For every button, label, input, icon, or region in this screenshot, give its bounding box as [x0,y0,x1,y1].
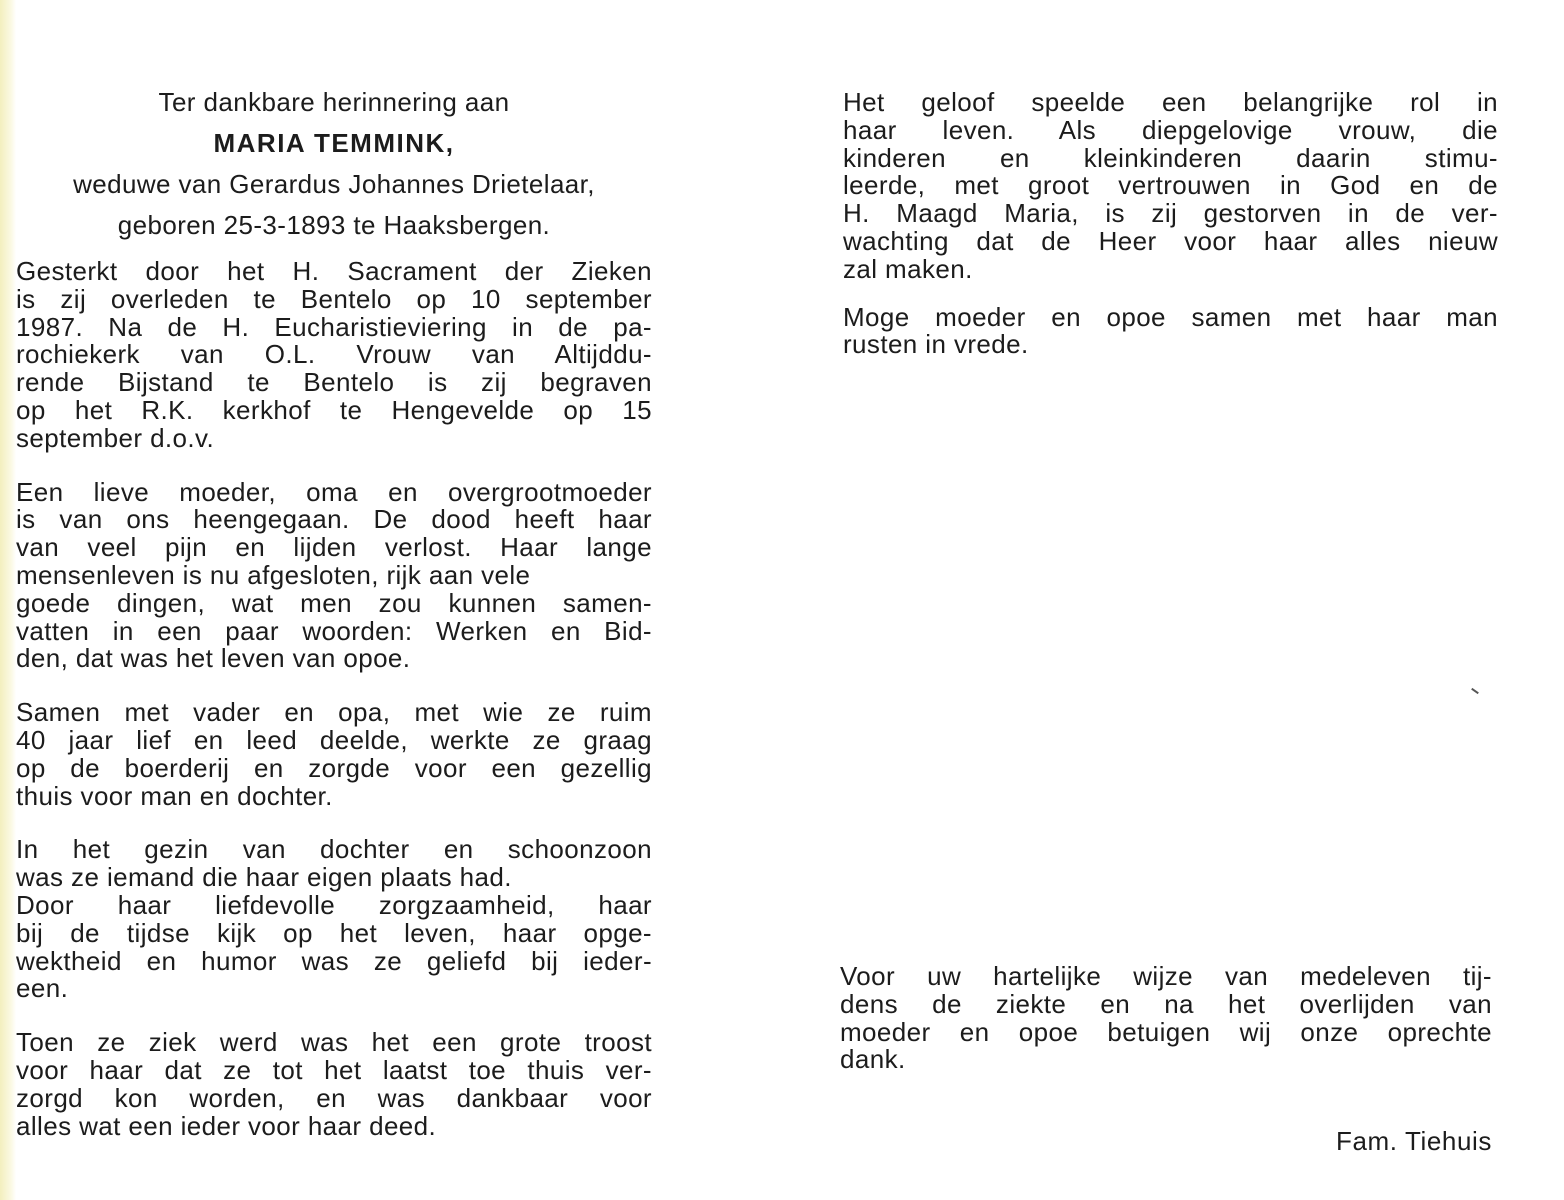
deceased-name: MARIA TEMMINK, [213,128,455,158]
text-line: dens de ziekte en na het overlijden van [840,988,1492,1019]
text-line: is van ons heengegaan. De dood heeft haar [16,504,652,535]
text-line: mensenleven is nu afgesloten, rijk aan vele [16,559,531,590]
text-line: H. Maagd Maria, is zij gestorven in de ver- [843,198,1498,229]
text-line: In het gezin van dochter en schoonzoon [16,834,652,865]
text-line: op de boerderij en zorgde voor een gezellig [16,752,652,783]
birth-line: geboren 25-3-1893 te Haaksbergen. [117,210,551,240]
paragraph-farm [16,699,652,810]
text-line: thuis voor man en dochter. [16,780,333,811]
family-signature: Fam. Tiehuis [1335,1126,1492,1156]
text-line: leerde, met groot vertrouwen in God en de [843,170,1498,201]
text-line: voor haar dat ze tot het laatst toe thuis ver- [16,1054,652,1085]
paragraph-family [16,836,652,1003]
paragraph-thanks [840,963,1492,1074]
text-line: september d.o.v. [16,422,215,453]
text-line: haar leven. Als diepgelovige vrouw, die [843,114,1498,145]
paragraph-rest-in-peace [843,301,1498,360]
text-line: van veel pijn en lijden verlost. Haar lange [16,532,652,563]
text-line: zorgd kon worden, en was dankbaar voor [16,1082,652,1113]
text-line: bij de tijdse kijk op het leven, haar opge- [16,917,652,948]
text-line: den, dat was het leven van opoe. [16,643,411,674]
text-line: dank. [840,1044,906,1075]
text-line: Voor uw hartelijke wijze van medeleven tij- [840,961,1492,991]
text-line: rende Bijstand te Bentelo is zij begraven [16,367,652,398]
text-line: Toen ze ziek werd was het een grote troost [16,1027,652,1058]
text-line: op het R.K. kerkhof te Hengevelde op 15 [16,394,652,425]
text-line: kinderen en kleinkinderen daarin stimu- [843,142,1498,173]
text-line: Het geloof speelde een belangrijke rol in [843,87,1498,117]
text-line: 1987. Na de H. Eucharistieviering in de pa- [16,311,652,342]
text-line: alles wat een ieder voor haar deed. [16,1110,437,1141]
print-speck [1471,688,1479,694]
text-line: vatten in een paar woorden: Werken en Bid- [16,615,652,646]
text-line: rochiekerk van O.L. Vrouw van Altijddu- [16,339,652,370]
text-line: Samen met vader en opa, met wie ze ruim [16,697,652,728]
text-line: Moge moeder en opoe samen met haar man [843,301,1498,332]
left-column [16,82,652,1140]
text-line: Een lieve moeder, oma en overgrootmoeder [16,476,652,507]
text-line: een. [16,973,69,1004]
paragraph-illness [16,1029,652,1140]
dedication-line: Ter dankbare herinnering aan [158,87,510,117]
thanks-block [840,963,1492,1074]
text-line: 40 jaar lief en leed deelde, werkte ze graag [16,724,652,755]
text-line: rusten in vrede. [843,329,1029,360]
text-line: is zij overleden te Bentelo op 10 september [16,283,652,314]
widow-of-line: weduwe van Gerardus Johannes Drietelaar, [73,169,595,199]
right-column [843,89,1498,359]
text-line: zal maken. [843,253,973,284]
text-line: was ze iemand die haar eigen plaats had. [16,862,512,893]
text-line: Door haar liefdevolle zorgzaamheid, haar [16,889,652,920]
text-line: goede dingen, wat men zou kunnen samen- [16,587,652,618]
text-line: wektheid en humor was ze geliefd bij ieder- [16,945,652,976]
text-line: moeder en opoe betuigen wij onze oprechte [840,1016,1492,1047]
card-edge [0,0,16,1200]
paragraph-death-burial [16,258,652,453]
text-line: wachting dat de Heer voor haar alles nieuw [843,225,1498,256]
text-line: Gesterkt door het H. Sacrament der Zieken [16,256,652,286]
paragraph-life [16,476,652,674]
paragraph-faith [843,89,1498,284]
